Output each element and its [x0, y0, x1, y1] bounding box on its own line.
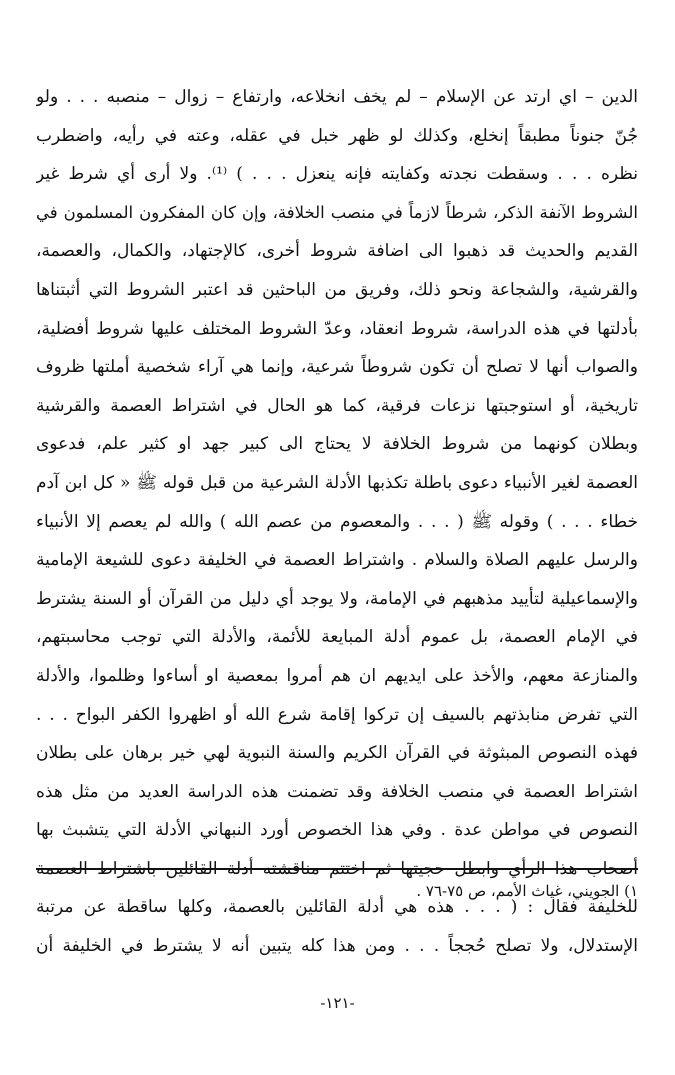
text-line-23: الإستدلال، ولا تصلح حُججاً . . . ومن هذا كله يتبين أنه لا يشترط في الخليفة أن — [36, 936, 638, 957]
text-line-22: للخليفة فقال : ( . . . هذه هي أدلة القائلين بالعصمة، وكلها ساقطة عن مرتبة — [36, 897, 638, 918]
text-line-6: والقرشية، والشجاعة ونحو ذلك، وفريق من الباحثين قد اعتبر الشروط التي أثبتناها — [36, 279, 638, 300]
text-line-18: فهذه النصوص المبثوثة في القرآن الكريم والسنة النبوية لهي خير برهان على بطلان — [36, 743, 638, 764]
text-line-4: الشروط الآنفة الذكر، شرطاً لازماً في منصب الخلافة، وإن كان المفكرون المسلمون في — [36, 202, 638, 222]
main-paragraph — [36, 78, 638, 966]
text-line-15: في الإمام العصمة، بل عموم أدلة المبايعة للأئمة، والأدلة التي توجب محاسبتهم، — [36, 627, 638, 648]
page-number: -١٢١- — [320, 994, 355, 1012]
text-line-16: والمنازعة معهم، والأخذ على ايديهم ان هم أمروا بمعصية او أساءوا وظلموا، والأدلة — [36, 665, 638, 686]
footnote: ١) الجويني، غياث الأمم، ص ٧٥-٧٦ . — [416, 882, 638, 900]
text-line-13: والرسل عليهم الصلاة والسلام . واشتراط العصمة في الخليفة دعوى للشيعة الإمامية — [36, 550, 638, 571]
text-line-10: وبطلان كونهما من شروط الخلافة لا يحتاج الى كبير جهد او كثير علم، فدعوى — [36, 434, 638, 455]
text-line-17: التي تفرض منابذتهم بالسيف إن تركوا إقامة شرع الله أو اظهروا الكفر البواح . . . — [36, 704, 638, 725]
text-line-19: اشتراط العصمة في منصب الخلافة وقد تضمنت هذه الدراسة العديد من مثل هذه — [36, 781, 638, 802]
footnote-divider — [36, 868, 638, 870]
text-line-7: بأدلتها في هذه الدراسة، شروط انعقاد، وعدّ الشروط المختلف عليها شروط أفضلية، — [36, 318, 638, 339]
text-line-11: العصمة لغير الأنبياء دعوى باطلة تكذبها الأدلة الشرعية من قبل قوله ﷺ « كل ابن آدم — [36, 472, 638, 493]
text-line-2: جُنّ جنوناً مطبقاً إنخلع، وكذلك لو ظهر خبل في عقله، وعته في رأيه، واضطرب — [36, 125, 638, 146]
text-line-21: أصحاب هذا الرأي وابطل حجيتها ثم اختتم مناقشته أدلة القائلين باشتراط العصمة — [36, 858, 638, 879]
text-line-1: الدين – اي ارتد عن الإسلام – لم يخف انخلاعه، وارتفاع – زوال – منصبه . . . ولو — [36, 87, 638, 107]
text-line-3: نظره . . . وسقطت نجدته وكفايته فإنه ينعزل . . . ) ⁽¹⁾. ولا أرى أي شرط غير — [36, 164, 638, 185]
text-line-9: تاريخية، أو استوجبتها نزعات فرقية، كما هو الحال في اشتراط العصمة والقرشية — [36, 395, 638, 416]
text-line-14: والإسماعيلية لتأييد مذهبهم في الإمامة، ولا يوجد أي دليل من القرآن أو السنة يشترط — [36, 588, 638, 609]
text-line-20: النصوص في مواطن عدة . وفي هذا الخصوص أورد النبهاني الأدلة التي يتشبث بها — [36, 820, 638, 841]
text-line-5: القديم والحديث قد ذهبوا الى اضافة شروط أخرى، كالإجتهاد، والكمال، والعصمة، — [36, 241, 638, 262]
text-line-8: والصواب أنها لا تصلح أن تكون شروطاً شرعية، وإنما هي آراء شخصية أملتها ظروف — [36, 357, 638, 378]
text-line-12: خطاء . . . ) وقوله ﷺ ( . . . والمعصوم من عصم الله ) والله لم يعصم إلا الأنبياء — [36, 511, 638, 532]
